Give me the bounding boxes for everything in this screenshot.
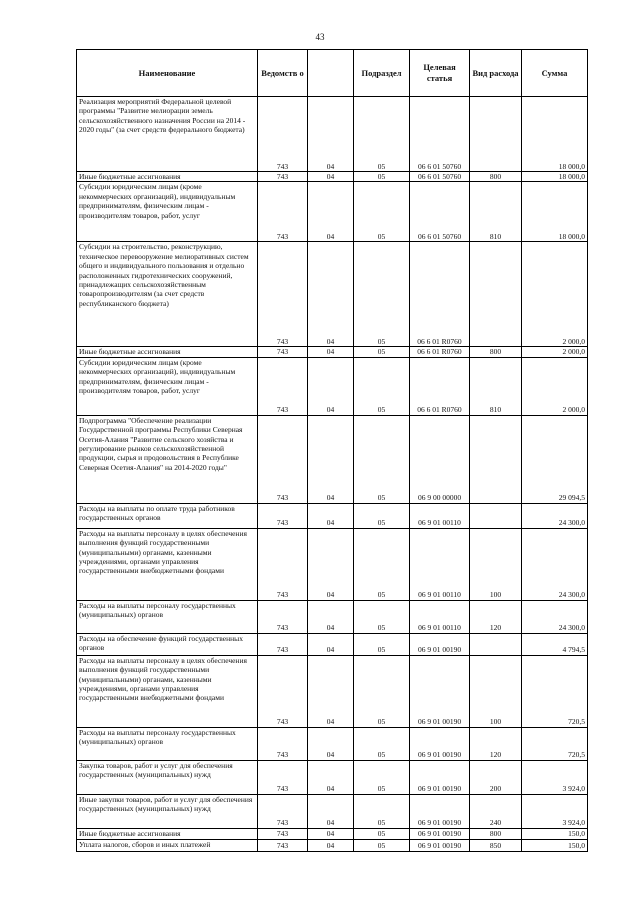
row-podrazdel-cell: 05 bbox=[354, 357, 410, 415]
table-row bbox=[77, 242, 588, 347]
row-name-cell: Иные бюджетные ассигнования bbox=[77, 347, 258, 357]
row-summa-cell: 24 300,0 bbox=[522, 528, 588, 600]
row-podrazdel-cell: 05 bbox=[354, 242, 410, 347]
row-celevaya-statya-cell: 06 9 01 00190 bbox=[410, 839, 470, 851]
row-celevaya-statya-cell: 06 9 01 00110 bbox=[410, 503, 470, 528]
header-celevaya-statya: Целевая статья bbox=[410, 50, 470, 97]
table-row bbox=[77, 97, 588, 172]
row-razdel-cell: 04 bbox=[308, 347, 354, 357]
row-vid-rashoda-cell: 100 bbox=[470, 655, 522, 727]
table-row bbox=[77, 828, 588, 839]
row-podrazdel-cell: 05 bbox=[354, 347, 410, 357]
table-row bbox=[77, 415, 588, 503]
row-vedomstvo-cell: 743 bbox=[258, 633, 308, 655]
table-row bbox=[77, 357, 588, 415]
row-vid-rashoda-cell bbox=[470, 415, 522, 503]
row-vid-rashoda-cell bbox=[470, 503, 522, 528]
row-vedomstvo-cell: 743 bbox=[258, 528, 308, 600]
header-vedomstvo: Ведомств о bbox=[258, 50, 308, 97]
row-vid-rashoda-cell: 200 bbox=[470, 760, 522, 794]
row-vid-rashoda-cell bbox=[470, 97, 522, 172]
row-summa-cell: 29 094,5 bbox=[522, 415, 588, 503]
row-vid-rashoda-cell: 810 bbox=[470, 182, 522, 242]
header-row bbox=[77, 50, 588, 97]
table-row bbox=[77, 528, 588, 600]
row-razdel-cell: 04 bbox=[308, 242, 354, 347]
row-summa-cell: 24 300,0 bbox=[522, 600, 588, 633]
row-celevaya-statya-cell: 06 9 01 00110 bbox=[410, 528, 470, 600]
row-podrazdel-cell: 05 bbox=[354, 828, 410, 839]
row-vedomstvo-cell: 743 bbox=[258, 97, 308, 172]
row-vid-rashoda-cell bbox=[470, 633, 522, 655]
row-celevaya-statya-cell: 06 9 01 00190 bbox=[410, 794, 470, 828]
page-number: 43 bbox=[315, 32, 325, 42]
row-vid-rashoda-cell bbox=[470, 242, 522, 347]
table-row bbox=[77, 182, 588, 242]
table-row bbox=[77, 600, 588, 633]
row-name-cell: Расходы на выплаты персоналу государственных (муниципальных) органов bbox=[77, 600, 258, 633]
row-celevaya-statya-cell: 06 9 00 00000 bbox=[410, 415, 470, 503]
row-celevaya-statya-cell: 06 9 01 00190 bbox=[410, 760, 470, 794]
row-celevaya-statya-cell: 06 6 01 R0760 bbox=[410, 347, 470, 357]
table-row bbox=[77, 172, 588, 182]
row-vid-rashoda-cell: 810 bbox=[470, 357, 522, 415]
row-name-cell: Расходы на выплаты персоналу в целях обеспечения выполнения функций государственными (муниципальными) органами, казенными учреждениями, органами управления государственными внебюджетными фондами bbox=[77, 655, 258, 727]
row-razdel-cell: 04 bbox=[308, 633, 354, 655]
header-razdel bbox=[308, 50, 354, 97]
row-razdel-cell: 04 bbox=[308, 182, 354, 242]
row-podrazdel-cell: 05 bbox=[354, 794, 410, 828]
row-name-cell: Субсидии юридическим лицам (кроме некоммерческих организаций), индивидуальным предпринимателям, физическим лицам - производителям товаров, работ, услуг bbox=[77, 182, 258, 242]
table-row bbox=[77, 655, 588, 727]
row-vid-rashoda-cell: 120 bbox=[470, 600, 522, 633]
row-name-cell: Иные бюджетные ассигнования bbox=[77, 828, 258, 839]
row-name-cell: Закупка товаров, работ и услуг для обеспечения государственных (муниципальных) нужд bbox=[77, 760, 258, 794]
row-name-cell: Расходы на выплаты по оплате труда работников государственных органов bbox=[77, 503, 258, 528]
row-vedomstvo-cell: 743 bbox=[258, 727, 308, 760]
row-name-cell: Иные бюджетные ассигнования bbox=[77, 172, 258, 182]
row-vid-rashoda-cell: 800 bbox=[470, 828, 522, 839]
row-razdel-cell: 04 bbox=[308, 528, 354, 600]
row-vedomstvo-cell: 743 bbox=[258, 839, 308, 851]
row-podrazdel-cell: 05 bbox=[354, 172, 410, 182]
row-celevaya-statya-cell: 06 6 01 50760 bbox=[410, 172, 470, 182]
row-summa-cell: 4 794,5 bbox=[522, 633, 588, 655]
row-summa-cell: 3 924,0 bbox=[522, 794, 588, 828]
row-summa-cell: 2 000,0 bbox=[522, 347, 588, 357]
table-row bbox=[77, 839, 588, 851]
row-summa-cell: 720,5 bbox=[522, 727, 588, 760]
row-podrazdel-cell: 05 bbox=[354, 503, 410, 528]
row-podrazdel-cell: 05 bbox=[354, 839, 410, 851]
row-vedomstvo-cell: 743 bbox=[258, 600, 308, 633]
row-razdel-cell: 04 bbox=[308, 97, 354, 172]
row-razdel-cell: 04 bbox=[308, 172, 354, 182]
row-summa-cell: 18 000,0 bbox=[522, 172, 588, 182]
row-vid-rashoda-cell: 120 bbox=[470, 727, 522, 760]
row-name-cell: Расходы на обеспечение функций государственных органов bbox=[77, 633, 258, 655]
row-razdel-cell: 04 bbox=[308, 415, 354, 503]
row-summa-cell: 150,0 bbox=[522, 839, 588, 851]
row-podrazdel-cell: 05 bbox=[354, 600, 410, 633]
table-row bbox=[77, 347, 588, 357]
row-vid-rashoda-cell: 240 bbox=[470, 794, 522, 828]
row-summa-cell: 720,5 bbox=[522, 655, 588, 727]
row-name-cell: Иные закупки товаров, работ и услуг для обеспечения государственных (муниципальных) нужд bbox=[77, 794, 258, 828]
row-vid-rashoda-cell: 800 bbox=[470, 347, 522, 357]
row-celevaya-statya-cell: 06 6 01 R0760 bbox=[410, 242, 470, 347]
row-razdel-cell: 04 bbox=[308, 839, 354, 851]
table-row bbox=[77, 794, 588, 828]
row-summa-cell: 2 000,0 bbox=[522, 242, 588, 347]
row-vedomstvo-cell: 743 bbox=[258, 503, 308, 528]
table-row bbox=[77, 633, 588, 655]
row-podrazdel-cell: 05 bbox=[354, 633, 410, 655]
row-celevaya-statya-cell: 06 9 01 00190 bbox=[410, 633, 470, 655]
row-name-cell: Уплата налогов, сборов и иных платежей bbox=[77, 839, 258, 851]
row-razdel-cell: 04 bbox=[308, 794, 354, 828]
row-celevaya-statya-cell: 06 9 01 00190 bbox=[410, 727, 470, 760]
header-vid-rashoda: Вид расхода bbox=[470, 50, 522, 97]
row-vedomstvo-cell: 743 bbox=[258, 794, 308, 828]
row-celevaya-statya-cell: 06 9 01 00110 bbox=[410, 600, 470, 633]
row-podrazdel-cell: 05 bbox=[354, 97, 410, 172]
header-summa: Сумма bbox=[522, 50, 588, 97]
row-celevaya-statya-cell: 06 9 01 00190 bbox=[410, 655, 470, 727]
row-vedomstvo-cell: 743 bbox=[258, 242, 308, 347]
row-razdel-cell: 04 bbox=[308, 600, 354, 633]
row-podrazdel-cell: 05 bbox=[354, 415, 410, 503]
row-podrazdel-cell: 05 bbox=[354, 655, 410, 727]
budget-table bbox=[76, 49, 588, 852]
table-row bbox=[77, 727, 588, 760]
row-podrazdel-cell: 05 bbox=[354, 760, 410, 794]
row-vedomstvo-cell: 743 bbox=[258, 357, 308, 415]
row-name-cell: Подпрограмма "Обеспечение реализации Государственной программы Республики Северная Осетия-Алания "Развитие сельского хозяйства и регулирование рынков сельскохозяйственной продукции, сырья и продовольствия в Республике Северная Осетия-Алания" на 2014-2020 годы" bbox=[77, 415, 258, 503]
row-summa-cell: 3 924,0 bbox=[522, 760, 588, 794]
row-summa-cell: 18 000,0 bbox=[522, 97, 588, 172]
row-summa-cell: 150,0 bbox=[522, 828, 588, 839]
row-vid-rashoda-cell: 850 bbox=[470, 839, 522, 851]
row-razdel-cell: 04 bbox=[308, 357, 354, 415]
row-vid-rashoda-cell: 800 bbox=[470, 172, 522, 182]
row-name-cell: Субсидии на строительство, реконструкцию, техническое перевооружение мелиоративных систем общего и индивидуального пользования и отдельно расположенных гидротехнических сооружений, принадлежащих сельскохозяйственным товаропроизводителям (за счет средств республиканского бюджета) bbox=[77, 242, 258, 347]
row-vedomstvo-cell: 743 bbox=[258, 655, 308, 727]
header-name: Наименование bbox=[77, 50, 258, 97]
row-summa-cell: 2 000,0 bbox=[522, 357, 588, 415]
row-celevaya-statya-cell: 06 9 01 00190 bbox=[410, 828, 470, 839]
table-row bbox=[77, 760, 588, 794]
row-razdel-cell: 04 bbox=[308, 828, 354, 839]
row-vedomstvo-cell: 743 bbox=[258, 828, 308, 839]
row-celevaya-statya-cell: 06 6 01 50760 bbox=[410, 182, 470, 242]
row-vid-rashoda-cell: 100 bbox=[470, 528, 522, 600]
row-vedomstvo-cell: 743 bbox=[258, 415, 308, 503]
row-vedomstvo-cell: 743 bbox=[258, 172, 308, 182]
row-podrazdel-cell: 05 bbox=[354, 528, 410, 600]
row-razdel-cell: 04 bbox=[308, 760, 354, 794]
row-vedomstvo-cell: 743 bbox=[258, 347, 308, 357]
row-razdel-cell: 04 bbox=[308, 655, 354, 727]
row-summa-cell: 18 000,0 bbox=[522, 182, 588, 242]
row-summa-cell: 24 300,0 bbox=[522, 503, 588, 528]
row-celevaya-statya-cell: 06 6 01 50760 bbox=[410, 97, 470, 172]
row-razdel-cell: 04 bbox=[308, 727, 354, 760]
row-name-cell: Реализация мероприятий Федеральной целевой программы "Развитие мелиорации земель сельскохозяйственного назначения России на 2014 - 2020 годы" (за счет средств федерального бюджета) bbox=[77, 97, 258, 172]
row-name-cell: Субсидии юридическим лицам (кроме некоммерческих организаций), индивидуальным предпринимателям, физическим лицам - производителям товаров, работ, услуг bbox=[77, 357, 258, 415]
row-vedomstvo-cell: 743 bbox=[258, 760, 308, 794]
row-podrazdel-cell: 05 bbox=[354, 182, 410, 242]
row-razdel-cell: 04 bbox=[308, 503, 354, 528]
row-celevaya-statya-cell: 06 6 01 R0760 bbox=[410, 357, 470, 415]
row-podrazdel-cell: 05 bbox=[354, 727, 410, 760]
table-row bbox=[77, 503, 588, 528]
row-vedomstvo-cell: 743 bbox=[258, 182, 308, 242]
header-podrazdel: Подраздел bbox=[354, 50, 410, 97]
row-name-cell: Расходы на выплаты персоналу в целях обеспечения выполнения функций государственными (муниципальными) органами, казенными учреждениями, органами управления государственными внебюджетными фондами bbox=[77, 528, 258, 600]
row-name-cell: Расходы на выплаты персоналу государственных (муниципальных) органов bbox=[77, 727, 258, 760]
